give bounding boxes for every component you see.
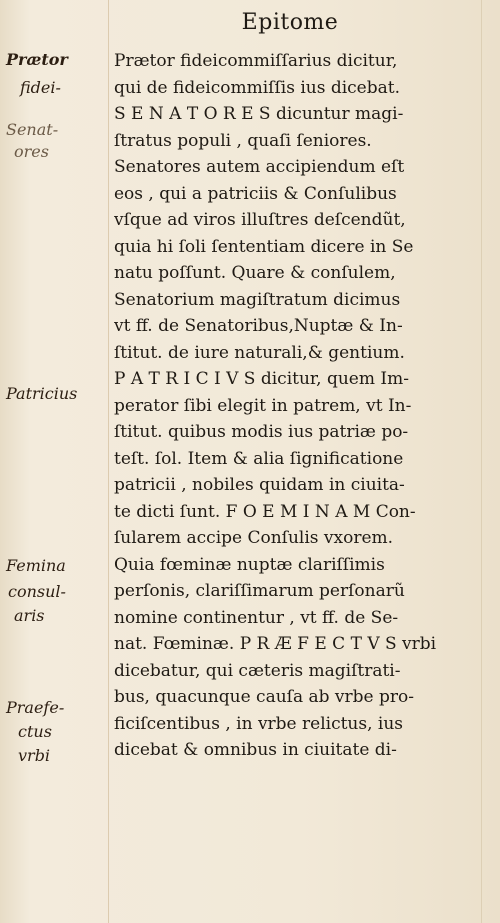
body-text	[114, 48, 472, 764]
text-line: Quia fœminæ nuptæ clariſſimis	[114, 554, 385, 575]
text-line: ſtitut. quibus modis ius patriæ po-	[114, 422, 409, 442]
margin-rule	[108, 0, 109, 923]
text-line: nomine continentur , vt ff. de Se-	[114, 607, 399, 628]
margin-note-ores: ores	[14, 142, 49, 161]
text-line: dicebatur, qui cæteris magiſtrati-	[114, 660, 401, 681]
text-line: te dicti ſunt. F O E M I N A M Con-	[114, 501, 416, 522]
text-line: Senatorium magiſtratum dicimus	[114, 289, 401, 310]
text-line: ſularem accipe Conſulis vxorem.	[114, 528, 394, 548]
text-line: dicebat & omnibus in ciuitate di-	[114, 740, 397, 760]
text-line: perſonis, clariſſimarum perſonarũ	[114, 581, 405, 601]
margin-note-femina: Femina	[6, 556, 66, 575]
margin-note-vrbi: vrbi	[18, 746, 51, 765]
text-line: qui de fideicommiſſis ius dicebat.	[114, 77, 400, 98]
margin-note-consul: consul-	[8, 582, 66, 601]
text-line: bus, quacunque cauſa ab vrbe pro-	[114, 687, 414, 707]
running-header: Epitome	[241, 10, 339, 35]
text-line: vt ff. de Senatoribus,Nuptæ & In-	[114, 316, 403, 336]
text-line: patricii , nobiles quidam in ciuita-	[114, 475, 405, 495]
text-line: ſtitut. de iure naturali,& gentium.	[114, 342, 405, 363]
margin-note-senat: Senat-	[6, 120, 59, 139]
text-line: teſt. ſol. Item & alia ſignificatione	[114, 448, 404, 469]
margin-note-aris: aris	[14, 606, 45, 625]
text-line: ficiſcentibus , in vrbe relictus, ius	[114, 713, 404, 734]
page-edge	[481, 0, 482, 923]
margin-note-patricius: Patricius	[6, 384, 78, 403]
text-line: ſtratus populi , quaſi ſeniores.	[114, 130, 372, 151]
text-line: quia hi ſoli ſententiam dicere in Se	[114, 236, 414, 257]
text-line: S E N A T O R E S dicuntur magi-	[114, 104, 404, 124]
text-line: Senatores autem accipiendum eſt	[114, 157, 405, 177]
text-line: vſque ad viros illuſtres deſcendũt,	[114, 210, 406, 230]
text-line: eos , qui a patriciis & Conſulibus	[114, 183, 397, 204]
margin-note-ctus: ctus	[18, 722, 52, 741]
margin-note-praetor: Prætor	[6, 50, 68, 69]
margin-note-fidei: fidei-	[20, 78, 61, 97]
text-line: natu poſſunt. Quare & conſulem,	[114, 263, 396, 283]
handwritten-margin-notes	[4, 0, 106, 923]
text-line: perator ſibi elegit in patrem, vt In-	[114, 395, 412, 416]
text-line: nat. Fœminæ. P R Æ F E C T V S vrbi	[114, 634, 437, 654]
text-line: Prætor fideicommiſſarius dicitur,	[114, 51, 398, 71]
text-line: P A T R I C I V S dicitur, quem Im-	[114, 369, 409, 389]
margin-note-praefe: Praefe-	[6, 698, 65, 717]
